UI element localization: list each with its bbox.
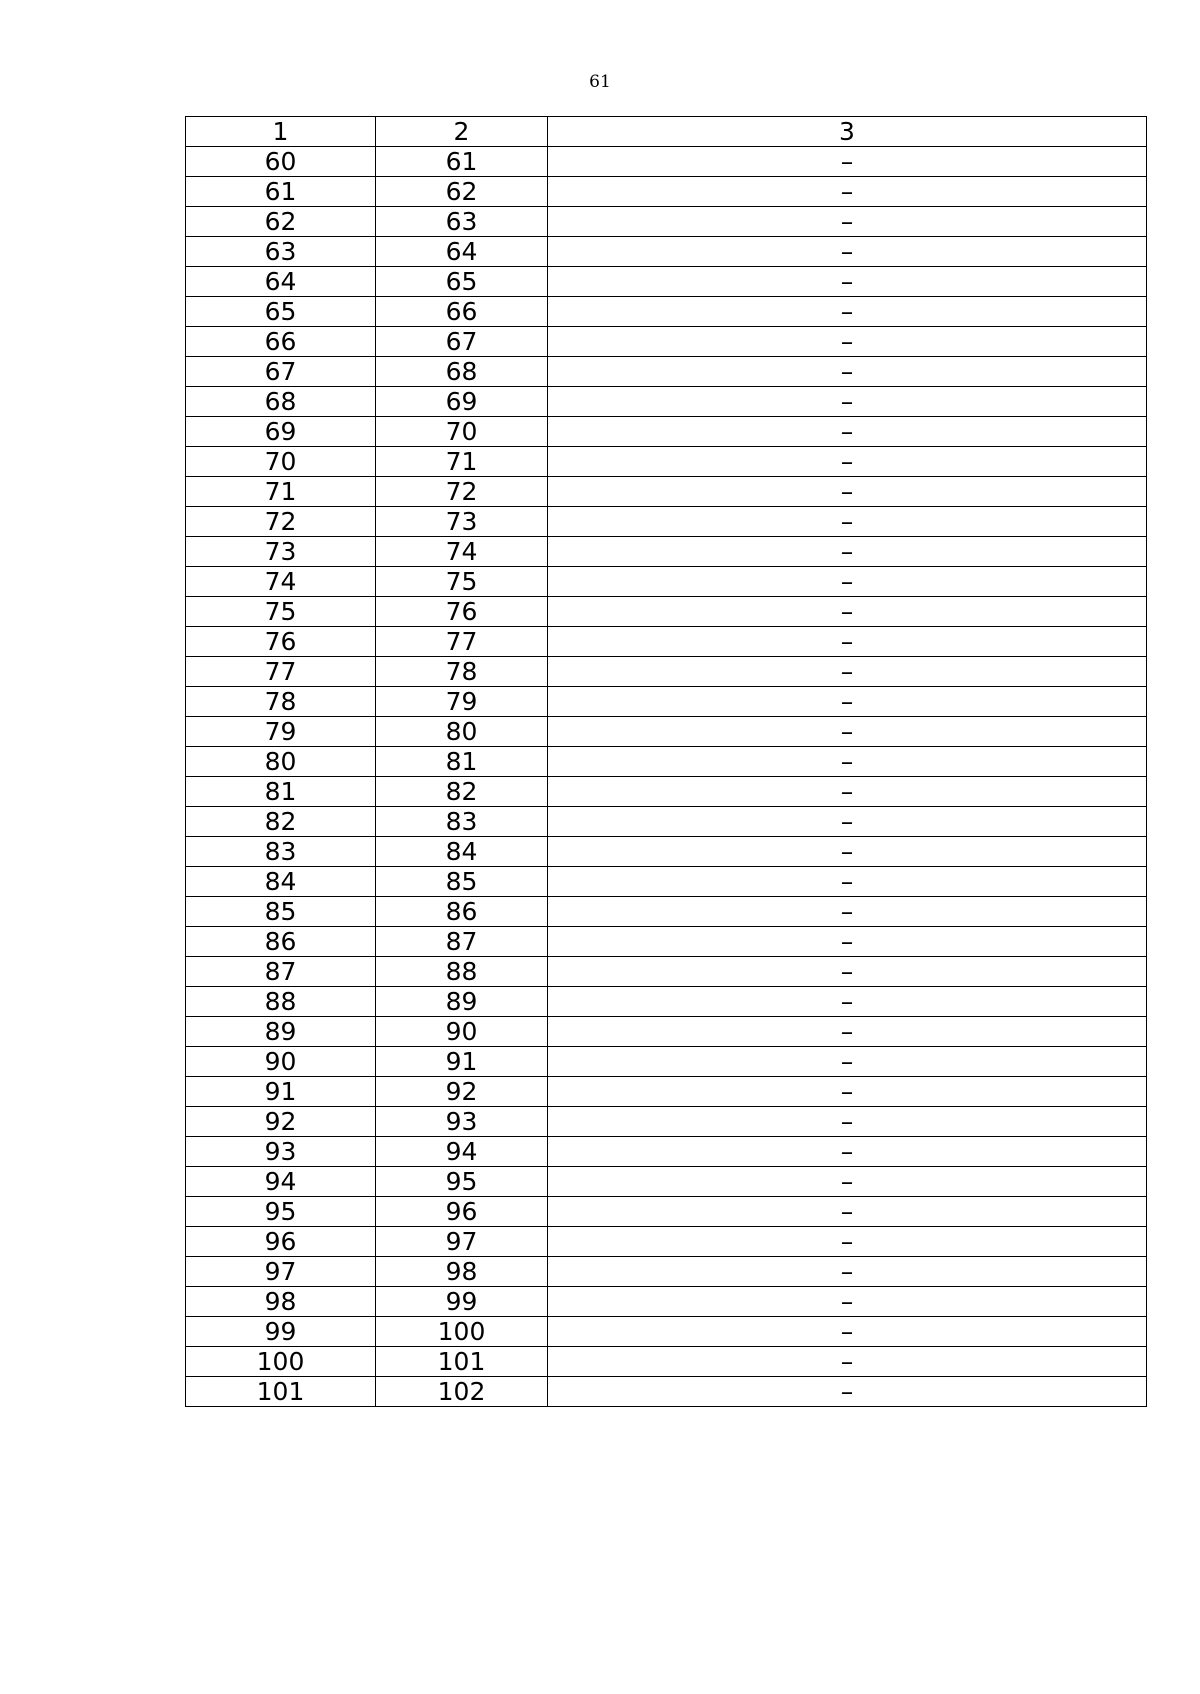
table-row (186, 1107, 1147, 1137)
table-cell-col-2: 70 (376, 417, 548, 447)
table-row (186, 537, 1147, 567)
table-cell-col-3: – (548, 1017, 1147, 1047)
table-cell-col-1: 65 (186, 297, 376, 327)
table-cell-col-1: 93 (186, 1137, 376, 1167)
column-header-1: 1 (186, 117, 376, 147)
table-row (186, 237, 1147, 267)
table-cell-col-2: 100 (376, 1317, 548, 1347)
table-cell-col-3: – (548, 1377, 1147, 1407)
table-cell-col-2: 84 (376, 837, 548, 867)
table-row (186, 1137, 1147, 1167)
table-cell-col-1: 89 (186, 1017, 376, 1047)
table-row (186, 1257, 1147, 1287)
table-row (186, 597, 1147, 627)
table-row (186, 1347, 1147, 1377)
table-cell-col-3: – (548, 177, 1147, 207)
table-cell-col-3: – (548, 897, 1147, 927)
table-cell-col-1: 98 (186, 1287, 376, 1317)
table-cell-col-2: 85 (376, 867, 548, 897)
table-cell-col-2: 90 (376, 1017, 548, 1047)
table-cell-col-3: – (548, 747, 1147, 777)
table-cell-col-1: 61 (186, 177, 376, 207)
table-row (186, 177, 1147, 207)
table-cell-col-2: 91 (376, 1047, 548, 1077)
table-cell-col-3: – (548, 1077, 1147, 1107)
table-cell-col-3: – (548, 1047, 1147, 1077)
table-cell-col-3: – (548, 597, 1147, 627)
table-row (186, 507, 1147, 537)
table-cell-col-2: 75 (376, 567, 548, 597)
table-row (186, 867, 1147, 897)
table-row (186, 987, 1147, 1017)
table-cell-col-1: 76 (186, 627, 376, 657)
table-cell-col-1: 63 (186, 237, 376, 267)
table-row (186, 1287, 1147, 1317)
table-cell-col-1: 70 (186, 447, 376, 477)
table-cell-col-3: – (548, 267, 1147, 297)
table-cell-col-2: 82 (376, 777, 548, 807)
table-row (186, 927, 1147, 957)
table-cell-col-3: – (548, 1107, 1147, 1137)
table-cell-col-3: – (548, 1287, 1147, 1317)
table-cell-col-1: 92 (186, 1107, 376, 1137)
table-cell-col-2: 95 (376, 1167, 548, 1197)
table-cell-col-3: – (548, 957, 1147, 987)
table-cell-col-3: – (548, 837, 1147, 867)
table-cell-col-1: 77 (186, 657, 376, 687)
table-cell-col-2: 94 (376, 1137, 548, 1167)
table-cell-col-1: 82 (186, 807, 376, 837)
table-cell-col-3: – (548, 1167, 1147, 1197)
table-cell-col-1: 81 (186, 777, 376, 807)
table-row (186, 1317, 1147, 1347)
table-cell-col-3: – (548, 387, 1147, 417)
table-cell-col-2: 80 (376, 717, 548, 747)
table-cell-col-2: 88 (376, 957, 548, 987)
table-cell-col-3: – (548, 1137, 1147, 1167)
table-row (186, 1197, 1147, 1227)
data-table (185, 116, 1147, 1407)
table-cell-col-2: 64 (376, 237, 548, 267)
table-cell-col-2: 97 (376, 1227, 548, 1257)
table-cell-col-3: – (548, 567, 1147, 597)
table-cell-col-1: 79 (186, 717, 376, 747)
table-cell-col-3: – (548, 1317, 1147, 1347)
table-row (186, 357, 1147, 387)
table-row (186, 627, 1147, 657)
table-row (186, 387, 1147, 417)
table-cell-col-2: 96 (376, 1197, 548, 1227)
table-cell-col-1: 69 (186, 417, 376, 447)
table-cell-col-1: 91 (186, 1077, 376, 1107)
table-cell-col-2: 74 (376, 537, 548, 567)
table-cell-col-3: – (548, 717, 1147, 747)
table-cell-col-3: – (548, 477, 1147, 507)
table-cell-col-1: 64 (186, 267, 376, 297)
table-cell-col-2: 67 (376, 327, 548, 357)
table-row (186, 807, 1147, 837)
table-cell-col-3: – (548, 297, 1147, 327)
table-cell-col-3: – (548, 1347, 1147, 1377)
table-cell-col-2: 66 (376, 297, 548, 327)
table-cell-col-3: – (548, 207, 1147, 237)
table-cell-col-2: 73 (376, 507, 548, 537)
table-cell-col-3: – (548, 447, 1147, 477)
table-cell-col-2: 76 (376, 597, 548, 627)
table-cell-col-1: 95 (186, 1197, 376, 1227)
table-cell-col-3: – (548, 627, 1147, 657)
table-cell-col-2: 92 (376, 1077, 548, 1107)
column-header-3: 3 (548, 117, 1147, 147)
table-row (186, 297, 1147, 327)
table-cell-col-2: 77 (376, 627, 548, 657)
table-cell-col-2: 89 (376, 987, 548, 1017)
table-cell-col-3: – (548, 927, 1147, 957)
table-cell-col-1: 74 (186, 567, 376, 597)
table-cell-col-2: 83 (376, 807, 548, 837)
column-header-2: 2 (376, 117, 548, 147)
table-cell-col-2: 62 (376, 177, 548, 207)
table-cell-col-1: 96 (186, 1227, 376, 1257)
table-row (186, 267, 1147, 297)
table-cell-col-3: – (548, 327, 1147, 357)
table-cell-col-1: 78 (186, 687, 376, 717)
table-cell-col-1: 99 (186, 1317, 376, 1347)
header-row (186, 117, 1147, 147)
table-cell-col-2: 68 (376, 357, 548, 387)
table-row (186, 777, 1147, 807)
table-row (186, 477, 1147, 507)
table-cell-col-2: 99 (376, 1287, 548, 1317)
table-row (186, 687, 1147, 717)
table-cell-col-3: – (548, 867, 1147, 897)
table-cell-col-2: 79 (376, 687, 548, 717)
table-row (186, 837, 1147, 867)
table-row (186, 897, 1147, 927)
table-cell-col-1: 60 (186, 147, 376, 177)
table-row (186, 1167, 1147, 1197)
table-body (186, 147, 1147, 1407)
table-header (186, 117, 1147, 147)
table-cell-col-2: 71 (376, 447, 548, 477)
table-cell-col-1: 80 (186, 747, 376, 777)
table-cell-col-1: 84 (186, 867, 376, 897)
table-row (186, 567, 1147, 597)
table-cell-col-1: 67 (186, 357, 376, 387)
table-cell-col-1: 75 (186, 597, 376, 627)
table-cell-col-3: – (548, 987, 1147, 1017)
table-row (186, 417, 1147, 447)
table-cell-col-1: 88 (186, 987, 376, 1017)
table-cell-col-2: 98 (376, 1257, 548, 1287)
table-row (186, 957, 1147, 987)
table-cell-col-3: – (548, 777, 1147, 807)
table-row (186, 447, 1147, 477)
table-cell-col-1: 71 (186, 477, 376, 507)
table-cell-col-1: 85 (186, 897, 376, 927)
table-row (186, 1227, 1147, 1257)
table-cell-col-2: 72 (376, 477, 548, 507)
table-row (186, 657, 1147, 687)
table-cell-col-1: 68 (186, 387, 376, 417)
table-cell-col-1: 87 (186, 957, 376, 987)
table-cell-col-1: 94 (186, 1167, 376, 1197)
table-cell-col-1: 97 (186, 1257, 376, 1287)
table-cell-col-1: 83 (186, 837, 376, 867)
table-cell-col-3: – (548, 807, 1147, 837)
table-cell-col-2: 93 (376, 1107, 548, 1137)
table-cell-col-3: – (548, 417, 1147, 447)
table-cell-col-3: – (548, 1227, 1147, 1257)
table-cell-col-3: – (548, 1257, 1147, 1287)
page-number: 61 (589, 72, 611, 92)
table-cell-col-1: 86 (186, 927, 376, 957)
table-cell-col-2: 101 (376, 1347, 548, 1377)
table-row (186, 147, 1147, 177)
table-cell-col-3: – (548, 507, 1147, 537)
table-cell-col-2: 65 (376, 267, 548, 297)
table-cell-col-2: 81 (376, 747, 548, 777)
table-row (186, 747, 1147, 777)
table-cell-col-1: 73 (186, 537, 376, 567)
table-cell-col-2: 102 (376, 1377, 548, 1407)
table-cell-col-1: 90 (186, 1047, 376, 1077)
table-cell-col-1: 72 (186, 507, 376, 537)
table-cell-col-2: 63 (376, 207, 548, 237)
table-cell-col-3: – (548, 237, 1147, 267)
table-row (186, 207, 1147, 237)
table-cell-col-2: 61 (376, 147, 548, 177)
table-row (186, 1377, 1147, 1407)
table-cell-col-3: – (548, 657, 1147, 687)
table-row (186, 1077, 1147, 1107)
table-cell-col-2: 86 (376, 897, 548, 927)
table-cell-col-1: 101 (186, 1377, 376, 1407)
table-row (186, 717, 1147, 747)
table-row (186, 1047, 1147, 1077)
table-cell-col-1: 100 (186, 1347, 376, 1377)
table-row (186, 1017, 1147, 1047)
table-row (186, 327, 1147, 357)
table-cell-col-3: – (548, 147, 1147, 177)
table-cell-col-2: 69 (376, 387, 548, 417)
table-cell-col-3: – (548, 687, 1147, 717)
table-cell-col-2: 78 (376, 657, 548, 687)
table-cell-col-3: – (548, 1197, 1147, 1227)
table-cell-col-2: 87 (376, 927, 548, 957)
table-cell-col-1: 62 (186, 207, 376, 237)
table-cell-col-3: – (548, 357, 1147, 387)
table-cell-col-3: – (548, 537, 1147, 567)
table-cell-col-1: 66 (186, 327, 376, 357)
